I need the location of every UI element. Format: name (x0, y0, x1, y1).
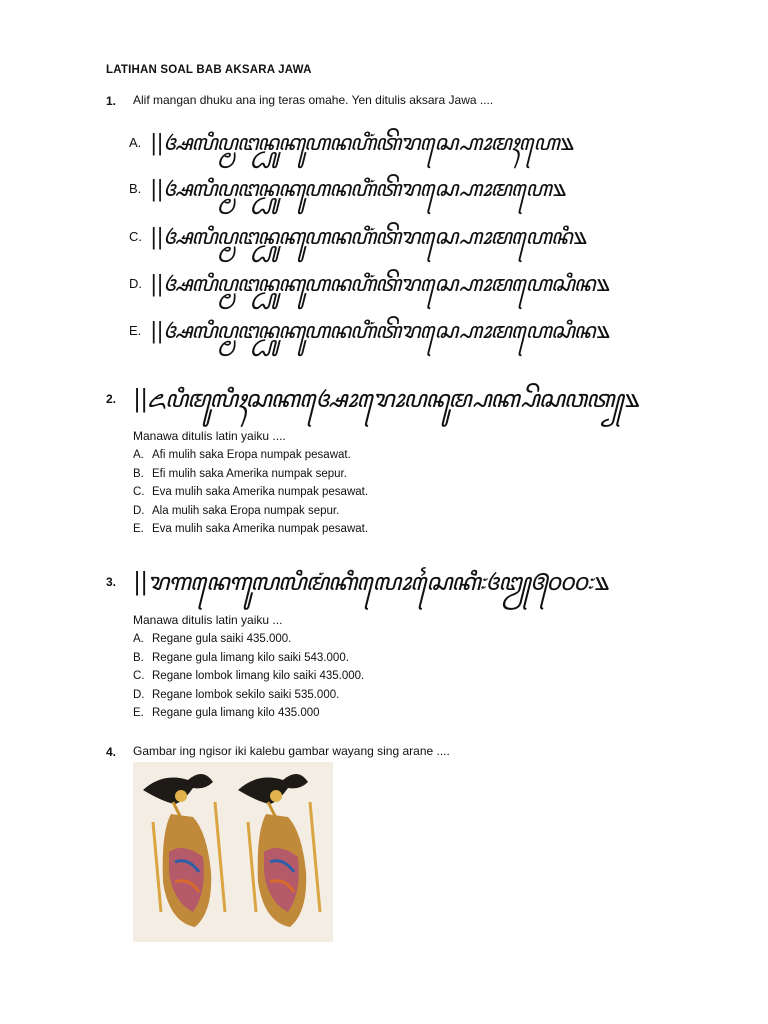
question-3-number: 3. (106, 575, 117, 589)
q1-option-a-script: ||ꦄꦭꦶꦥ꧀ꦩꦔꦤ꧀ꦝꦸꦏꦸꦲꦤꦲꦶꦁꦠꦼꦫꦱ꧀ꦲꦺꦴꦩꦃꦲꦺ꧉ (150, 131, 573, 156)
q1-option-e-script: ||ꦄꦭꦶꦥ꧀ꦩꦔꦤ꧀ꦝꦸꦏꦸꦲꦤꦲꦶꦁꦠꦼꦫꦱ꧀ꦲꦺꦴꦩꦲꦺꦱꦶꦤ꧉ (150, 319, 609, 344)
question-1-number: 1. (106, 94, 117, 108)
question-4-text: Gambar ing ngisor iki kalebu gambar wayang sing arane .... (133, 744, 450, 758)
q1-option-e-label: E. (129, 323, 142, 338)
q1-option-c-label: C. (129, 229, 142, 244)
q1-option-a-label: A. (129, 135, 142, 150)
q2-option-d: D. Ala mulih saka Eropa numpak sepur. (133, 504, 340, 517)
question-2-options (133, 446, 368, 539)
question-1-text: Alif mangan dhuku ana ing teras omahe. Yen ditulis aksara Jawa .... (133, 93, 494, 107)
q1-option-d-script: ||ꦄꦭꦶꦥ꧀ꦩꦔꦤ꧀ꦝꦸꦏꦸꦲꦤꦲꦶꦁꦠꦼꦫꦱ꧀ꦲꦺꦴꦩꦲꦺꦱꦶꦤ꧉ (150, 272, 609, 297)
q3-option-d: D. Regane lombok sekilo saiki 535.000. (133, 688, 340, 701)
q3-option-a: A. Regane gula saiki 435.000. (133, 633, 292, 645)
q2-option-a: A. Afi mulih saka Eropa numpak pesawat. (133, 449, 351, 461)
q2-option-e: E. Eva mulih saka Amerika numpak pesawat. (133, 523, 369, 536)
page-title: LATIHAN SOAL BAB AKSARA JAWA (106, 64, 312, 76)
q3-option-b: B. Regane gula limang kilo saiki 543.000. (133, 651, 349, 664)
q1-option-b-script: ||ꦄꦭꦶꦥ꧀ꦩꦔꦤ꧀ꦝꦸꦏꦸꦲꦤꦲꦶꦁꦠꦼꦫꦱ꧀ꦲꦺꦴꦩꦲꦺ꧉ (150, 177, 565, 202)
q2-option-b: B. Efi mulih saka Amerika numpak sepur. (133, 467, 347, 480)
question-2-script: ||ꦌꦥꦶꦩꦸꦭꦶꦃꦱꦏꦄꦺꦴꦫꦺꦴꦥꦤꦸꦩ꧀ꦥꦏ꧀ꦥꦼꦱꦮꦠ꧀꧉ (133, 385, 639, 413)
question-2-number: 2. (106, 392, 117, 406)
question-3-options (133, 630, 364, 723)
q1-option-b-label: B. (129, 181, 142, 196)
wayang-puppet-left (143, 774, 225, 927)
question-4-number: 4. (106, 745, 117, 759)
wayang-image (133, 762, 333, 942)
q1-option-d-label: D. (129, 276, 142, 291)
question-3-prompt: Manawa ditulis latin yaiku ... (133, 613, 283, 627)
question-3-script: ||ꦫꦒꦤꦺꦒꦸꦭꦭꦶꦩꦁꦏꦶꦭꦺꦴꦱꦻꦏꦶ꧇꧔꧓꧕꧐꧐꧐꧇꧉ (133, 568, 608, 596)
wayang-puppets-illustration (133, 762, 333, 942)
question-2-prompt: Manawa ditulis latin yaiku .... (133, 429, 286, 443)
q3-option-c: C. Regane lombok limang kilo saiki 435.000. (133, 670, 365, 683)
wayang-puppet-right (238, 774, 320, 927)
q2-option-c: C. Eva mulih saka Amerika numpak pesawat. (133, 486, 369, 499)
q1-option-c-script: ||ꦄꦭꦶꦥ꧀ꦩꦔꦤ꧀ꦝꦸꦏꦸꦲꦤꦲꦶꦁꦠꦼꦫꦱ꧀ꦲꦺꦴꦩꦲꦺꦤꦶ꧉ (150, 225, 586, 250)
q3-option-e: E. Regane gula limang kilo 435.000 (133, 707, 320, 720)
